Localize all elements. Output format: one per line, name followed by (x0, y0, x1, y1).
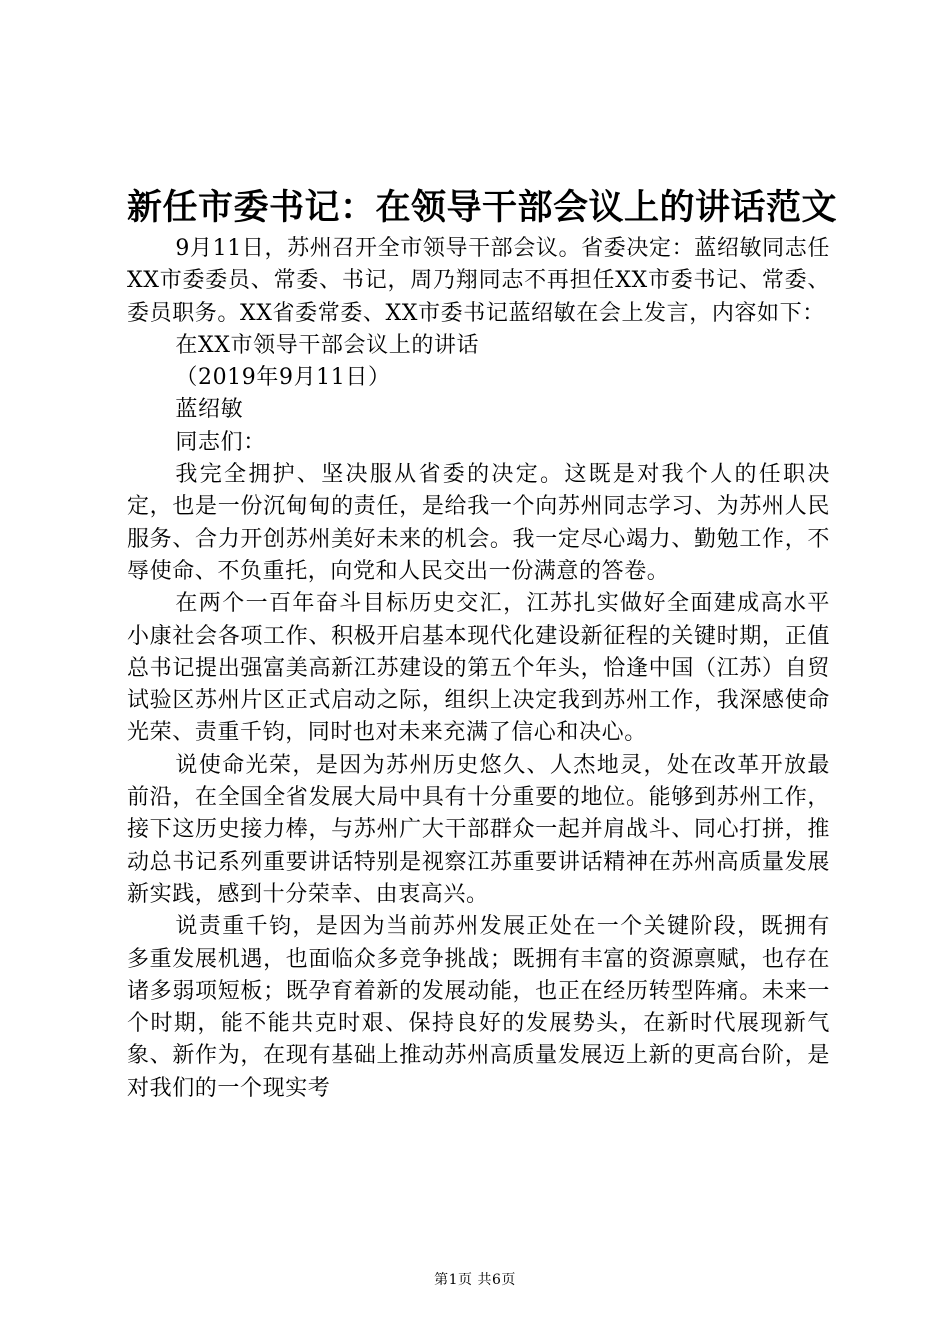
document-title: 新任市委书记：在领导干部会议上的讲话范文 (127, 187, 838, 228)
body-paragraph: 我完全拥护、坚决服从省委的决定。这既是对我个人的任职决定，也是一份沉甸甸的责任，是给我一个向苏州同志学习、为苏州人民服务、合力开创苏州美好未来的机会。我一定尽心竭力、勤勉工作，不辱使命、不负重托，向党和人民交出一份满意的答卷。 (127, 462, 830, 584)
body-paragraph: 说使命光荣，是因为苏州历史悠久、人杰地灵，处在改革开放最前沿，在全国全省发展大局中具有十分重要的地位。能够到苏州工作，接下这历史接力棒，与苏州广大干部群众一起并肩战斗、同心打拼，推动总书记系列重要讲话特别是视察江苏重要讲话精神在苏州高质量发展新实践，感到十分荣幸、由衷高兴。 (127, 752, 830, 907)
body-paragraph: 说责重千钧，是因为当前苏州发展正处在一个关键阶段，既拥有多重发展机遇，也面临众多竞争挑战；既拥有丰富的资源禀赋，也存在诸多弱项短板；既孕育着新的发展动能，也正在经历转型阵痛。未来一个时期，能不能共克时艰、保持良好的发展势头，在新时代展现新气象、新作为，在现有基础上推动苏州高质量发展迈上新的更高台阶，是对我们的一个现实考 (127, 914, 830, 1101)
document-body (127, 233, 830, 1105)
body-paragraph: 在两个一百年奋斗目标历史交汇，江苏扎实做好全面建成高水平小康社会各项工作、积极开启基本现代化建设新征程的关键时期，正值总书记提出强富美高新江苏建设的第五个年头，恰逢中国（江苏）自贸试验区苏州片区正式启动之际，组织上决定我到苏州工作，我深感使命光荣、责重千钧，同时也对未来充满了信心和决心。 (127, 591, 830, 746)
speech-title-line: 在XX市领导干部会议上的讲话 (175, 332, 480, 358)
speech-date-line: （2019年9月11日） (175, 365, 391, 391)
salutation-line: 同志们： (175, 429, 266, 455)
page-number-footer: 第1页 共6页 (434, 1272, 516, 1288)
speaker-name-line: 蓝绍敏 (175, 397, 244, 423)
intro-paragraph: 9月11日，苏州召开全市领导干部会议。省委决定：蓝绍敏同志任XX市委委员、常委、书记，周乃翔同志不再担任XX市委书记、常委、委员职务。XX省委常委、XX市委书记蓝绍敏在会上发言，内容如下： (127, 236, 830, 326)
